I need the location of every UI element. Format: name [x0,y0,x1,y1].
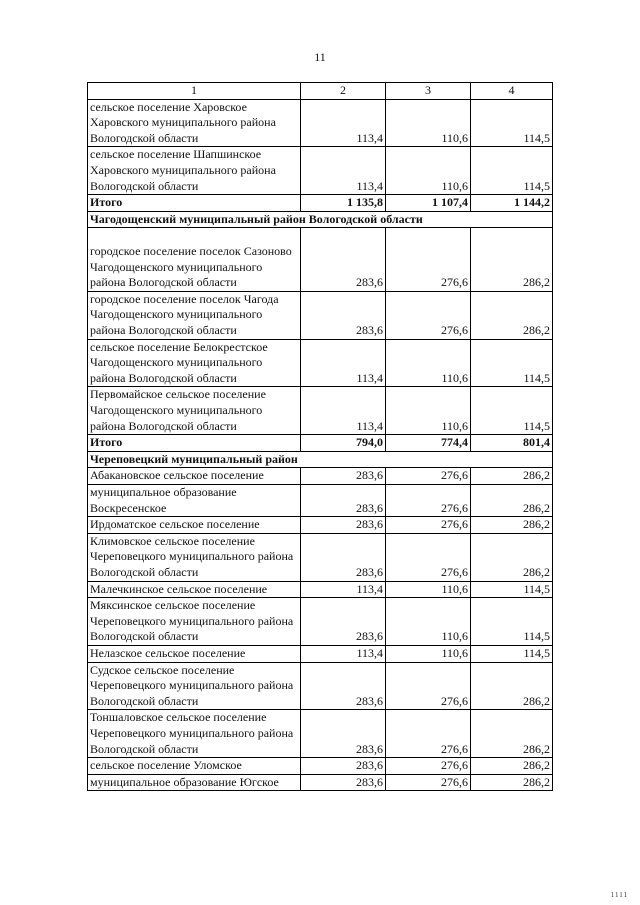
table-row [88,517,553,534]
value-cell-v2: 794,0 [301,435,386,452]
column-header: 1 [88,83,301,100]
value-cell-v4: 286,2 [471,291,553,339]
table-header-row [88,83,553,100]
page-number: 11 [314,50,326,64]
value-cell-v3: 1 107,4 [386,195,471,212]
table-row [88,581,553,598]
municipality-name: муниципальное образование Югское [88,774,301,791]
value-cell-v4: 114,5 [471,598,553,646]
value-cell-v4: 114,5 [471,147,553,195]
value-cell-v4: 286,2 [471,662,553,710]
value-cell-v3: 276,6 [386,533,471,581]
municipality-name: Судское сельское поселение Череповецкого муниципального района Вологодской области [88,662,301,710]
table-row [88,662,553,710]
table-row [88,387,553,435]
section-title: Череповецкий муниципальный район [88,451,553,468]
value-cell-v4: 114,5 [471,581,553,598]
table-row [88,484,553,516]
value-cell-v3: 110,6 [386,581,471,598]
value-cell-v3: 276,6 [386,468,471,485]
table-row [88,468,553,485]
value-cell-v4: 286,2 [471,774,553,791]
municipality-name: Нелазское сельское поселение [88,645,301,662]
value-cell-v2: 113,4 [301,339,386,387]
value-cell-v3: 276,6 [386,517,471,534]
value-cell-v4: 286,2 [471,758,553,775]
municipality-name: сельское поселение Белокрестское Чагодощенского муниципального района Вологодской области [88,339,301,387]
table-row [88,147,553,195]
municipality-name: сельское поселение Харовское Харовского муниципального района Вологодской области [88,99,301,147]
value-cell-v3: 110,6 [386,387,471,435]
value-cell-v4: 1 144,2 [471,195,553,212]
value-cell-v2: 283,6 [301,468,386,485]
value-cell-v2: 283,6 [301,598,386,646]
value-cell-v2: 283,6 [301,774,386,791]
value-cell-v3: 276,6 [386,291,471,339]
section-title: Чагодощенский муниципальный район Вологодской области [88,211,553,228]
value-cell-v4: 286,2 [471,228,553,291]
municipality-name: Малечкинское сельское поселение [88,581,301,598]
value-cell-v4: 286,2 [471,533,553,581]
municipality-name: муниципальное образование Воскресенское [88,484,301,516]
value-cell-v2: 283,6 [301,484,386,516]
section-row [88,451,553,468]
table-row [88,339,553,387]
value-cell-v3: 110,6 [386,339,471,387]
value-cell-v3: 774,4 [386,435,471,452]
table-row [88,598,553,646]
value-cell-v4: 286,2 [471,710,553,758]
value-cell-v2: 113,4 [301,147,386,195]
value-cell-v2: 283,6 [301,710,386,758]
value-cell-v2: 1 135,8 [301,195,386,212]
total-row [88,435,553,452]
value-cell-v4: 114,5 [471,387,553,435]
municipality-name: Ирдоматское сельское поселение [88,517,301,534]
value-cell-v4: 114,5 [471,99,553,147]
section-row [88,211,553,228]
value-cell-v4: 801,4 [471,435,553,452]
value-cell-v2: 113,4 [301,581,386,598]
municipality-name: городское поселение поселок Чагода Чагодощенского муниципального района Вологодской области [88,291,301,339]
scan-mark: 1111 [610,891,628,899]
value-cell-v2: 283,6 [301,228,386,291]
value-cell-v2: 283,6 [301,662,386,710]
value-cell-v4: 114,5 [471,339,553,387]
value-cell-v3: 276,6 [386,758,471,775]
table-row [88,710,553,758]
value-cell-v2: 283,6 [301,517,386,534]
value-cell-v3: 276,6 [386,484,471,516]
table-row [88,774,553,791]
total-label: Итого [88,435,301,452]
value-cell-v3: 276,6 [386,710,471,758]
total-label: Итого [88,195,301,212]
municipality-name: сельское поселение Шапшинское Харовского муниципального района Вологодской области [88,147,301,195]
table-row [88,645,553,662]
total-row [88,195,553,212]
value-cell-v3: 110,6 [386,99,471,147]
value-cell-v3: 276,6 [386,662,471,710]
value-cell-v2: 283,6 [301,758,386,775]
municipality-name: Первомайское сельское поселение Чагодощенского муниципального района Вологодской области [88,387,301,435]
value-cell-v4: 286,2 [471,468,553,485]
value-cell-v2: 113,4 [301,387,386,435]
municipality-name: Тоншаловское сельское поселение Череповецкого муниципального района Вологодской области [88,710,301,758]
municipality-name: городское поселение поселок Сазоново Чагодощенского муниципального района Вологодской области [88,228,301,291]
municipality-name: сельское поселение Уломское [88,758,301,775]
value-cell-v4: 286,2 [471,517,553,534]
column-header: 4 [471,83,553,100]
column-header: 2 [301,83,386,100]
value-cell-v3: 110,6 [386,645,471,662]
value-cell-v3: 276,6 [386,774,471,791]
value-cell-v2: 113,4 [301,645,386,662]
table-row [88,228,553,291]
municipality-name: Мяксинское сельское поселение Череповецкого муниципального района Вологодской области [88,598,301,646]
municipality-name: Абакановское сельское поселение [88,468,301,485]
municipality-name: Климовское сельское поселение Череповецкого муниципального района Вологодской области [88,533,301,581]
table-row [88,99,553,147]
value-cell-v3: 276,6 [386,228,471,291]
value-cell-v4: 286,2 [471,484,553,516]
value-cell-v4: 114,5 [471,645,553,662]
table-row [88,758,553,775]
allocation-table [87,82,553,791]
value-cell-v3: 110,6 [386,598,471,646]
column-header: 3 [386,83,471,100]
table-row [88,291,553,339]
table-row [88,533,553,581]
value-cell-v2: 283,6 [301,533,386,581]
value-cell-v3: 110,6 [386,147,471,195]
value-cell-v2: 283,6 [301,291,386,339]
value-cell-v2: 113,4 [301,99,386,147]
